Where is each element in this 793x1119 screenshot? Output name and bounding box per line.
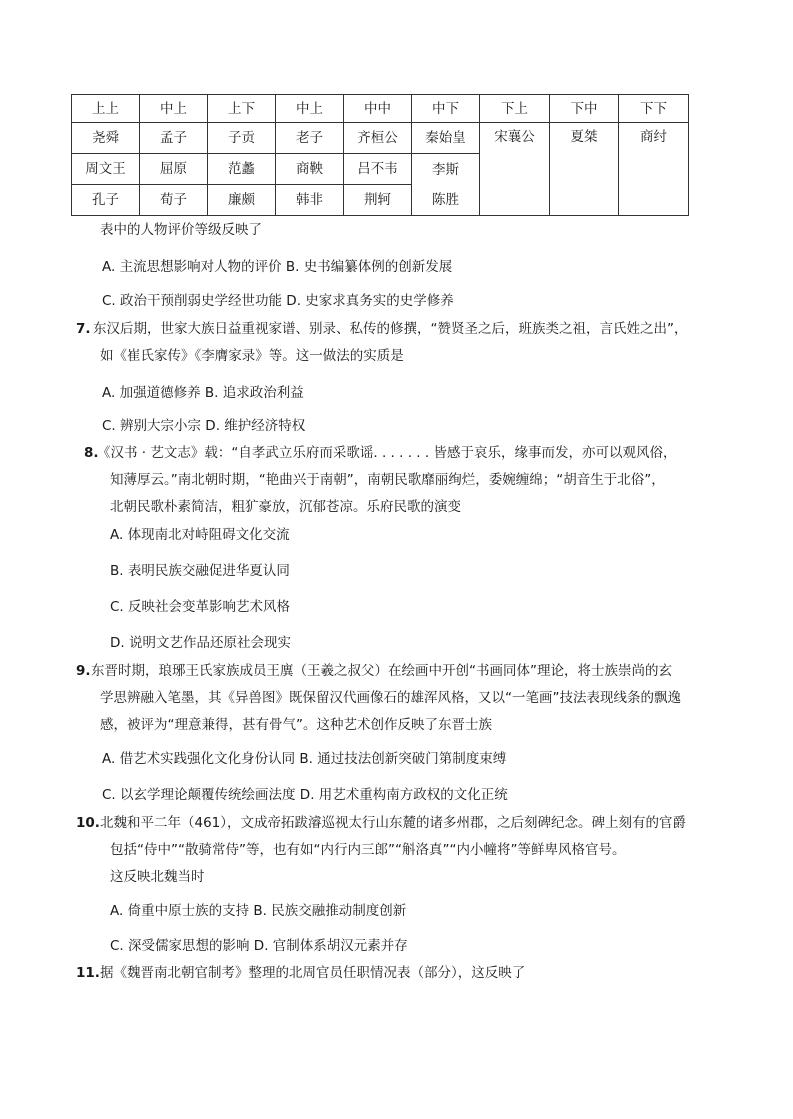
q6-options-ab: A. 主流思想影响对人物的评价 B. 史书编纂体例的创新发展 (102, 259, 453, 275)
table-cell-stacked (412, 154, 480, 216)
q9-line1: 东晋时期，琅琊王氏家族成员王廙（王羲之叔父）在绘画中开创“书画同体”理论，将士族崇尚的玄 (91, 663, 672, 679)
q8-number: 8. (84, 445, 99, 461)
table-cell: 秦始皇 (412, 123, 480, 154)
table-cell: 老子 (276, 123, 344, 154)
table-cell: 周文王 (72, 154, 140, 185)
q10-number: 10. (76, 815, 100, 831)
q9-number: 9. (76, 663, 91, 679)
header-cell: 下上 (480, 95, 550, 123)
table-cell: 范蠡 (208, 154, 276, 185)
header-cell: 上上 (72, 95, 140, 123)
table-cell: 廉颇 (208, 185, 276, 216)
table-cell: 尧舜 (72, 123, 140, 154)
q8-option-c: C. 反映社会变革影响艺术风格 (110, 599, 291, 615)
table-cell: 齐桓公 (344, 123, 412, 154)
table-cell: 孔子 (72, 185, 140, 216)
q8-option-a: A. 体现南北对峙阻碍文化交流 (110, 527, 290, 543)
q9-options-ab: A. 借艺术实践强化文化身份认同 B. 通过技法创新突破门第制度束缚 (102, 751, 507, 767)
table-cell: 孟子 (140, 123, 208, 154)
table-cell: 荆轲 (344, 185, 412, 216)
q10-options-ab: A. 倚重中原士族的支持 B. 民族交融推动制度创新 (110, 903, 407, 919)
table-cell: 商鞅 (276, 154, 344, 185)
table-row (72, 123, 689, 154)
character-rank-table (71, 94, 689, 216)
header-cell: 下下 (619, 95, 689, 123)
q8-line1: 《汉书 · 艺文志》载：“自孝武立乐府而采歌谣. . . . . . . 皆感于哀乐，缘事而发，亦可以观风俗， (97, 445, 677, 461)
q9-line2: 学思辨融入笔墨，其《异兽图》既保留汉代画像石的雄浑风格，又以“一笔画”技法表现线条的飘逸 (100, 690, 681, 706)
q7-number: 7. (76, 321, 91, 337)
q10-line1: 北魏和平二年（461），文成帝拓跋濬巡视太行山东麓的诸多州郡，之后刻碑纪念。碑上刻有的官爵 (100, 815, 687, 831)
header-cell: 中上 (140, 95, 208, 123)
q6-options-cd: C. 政治干预削弱史学经世功能 D. 史家求真务实的史学修养 (102, 293, 454, 309)
q8-option-d: D. 说明文艺作品还原社会现实 (110, 635, 291, 651)
header-cell: 中下 (412, 95, 480, 123)
q11-number: 11. (76, 965, 100, 981)
table-header-row (72, 95, 689, 123)
q10-options-cd: C. 深受儒家思想的影响 D. 官制体系胡汉元素并存 (110, 938, 408, 954)
table-cell: 荀子 (140, 185, 208, 216)
q8-line3: 北朝民歌朴素简洁，粗犷豪放，沉郁苍凉。乐府民歌的演变 (110, 499, 461, 515)
table-cell: 吕不韦 (344, 154, 412, 185)
table-cell-text: 陈胜 (432, 191, 459, 208)
header-cell: 下中 (550, 95, 619, 123)
q8-line2: 知薄厚云。”南北朝时期，“艳曲兴于南朝”，南朝民歌靡丽绚烂，委婉缠绵；“胡音生于北俗”， (110, 472, 665, 488)
table-cell: 屈原 (140, 154, 208, 185)
header-cell: 中中 (344, 95, 412, 123)
q10-line3: 这反映北魏当时 (110, 869, 205, 885)
q9-options-cd: C. 以玄学理论颠覆传统绘画法度 D. 用艺术重构南方政权的文化正统 (102, 787, 508, 803)
q8-option-b: B. 表明民族交融促进华夏认同 (110, 563, 290, 579)
q6-stem: 表中的人物评价等级反映了 (100, 222, 262, 238)
table-cell: 宋襄公 (480, 123, 550, 216)
table-cell: 夏桀 (550, 123, 619, 216)
table-cell-text: 李斯 (432, 161, 459, 178)
table-cell: 商纣 (619, 123, 689, 216)
q7-options-ab: A. 加强道德修养 B. 追求政治利益 (102, 385, 304, 401)
q7-line1: 东汉后期，世家大族日益重视家谱、别录、私传的修撰，“赞贤圣之后，班族类之祖，言氏姓之出”， (93, 321, 688, 337)
header-cell: 中上 (276, 95, 344, 123)
q9-line3: 感，被评为“理意兼得，甚有骨气”。这种艺术创作反映了东晋士族 (100, 717, 492, 733)
q10-line2: 包括“侍中”“散骑常侍”等，也有如“内行内三郎”“斛洛真”“内小幢将”等鲜卑风格官号。 (110, 842, 626, 858)
table-cell: 韩非 (276, 185, 344, 216)
table-cell: 子贡 (208, 123, 276, 154)
q7-options-cd: C. 辨别大宗小宗 D. 维护经济特权 (102, 418, 306, 434)
header-cell: 上下 (208, 95, 276, 123)
q11-line1: 据《魏晋南北朝官制考》整理的北周官员任职情况表（部分），这反映了 (100, 965, 526, 981)
q7-line2: 如《崔氏家传》《李膺家录》等。这一做法的实质是 (100, 348, 404, 364)
